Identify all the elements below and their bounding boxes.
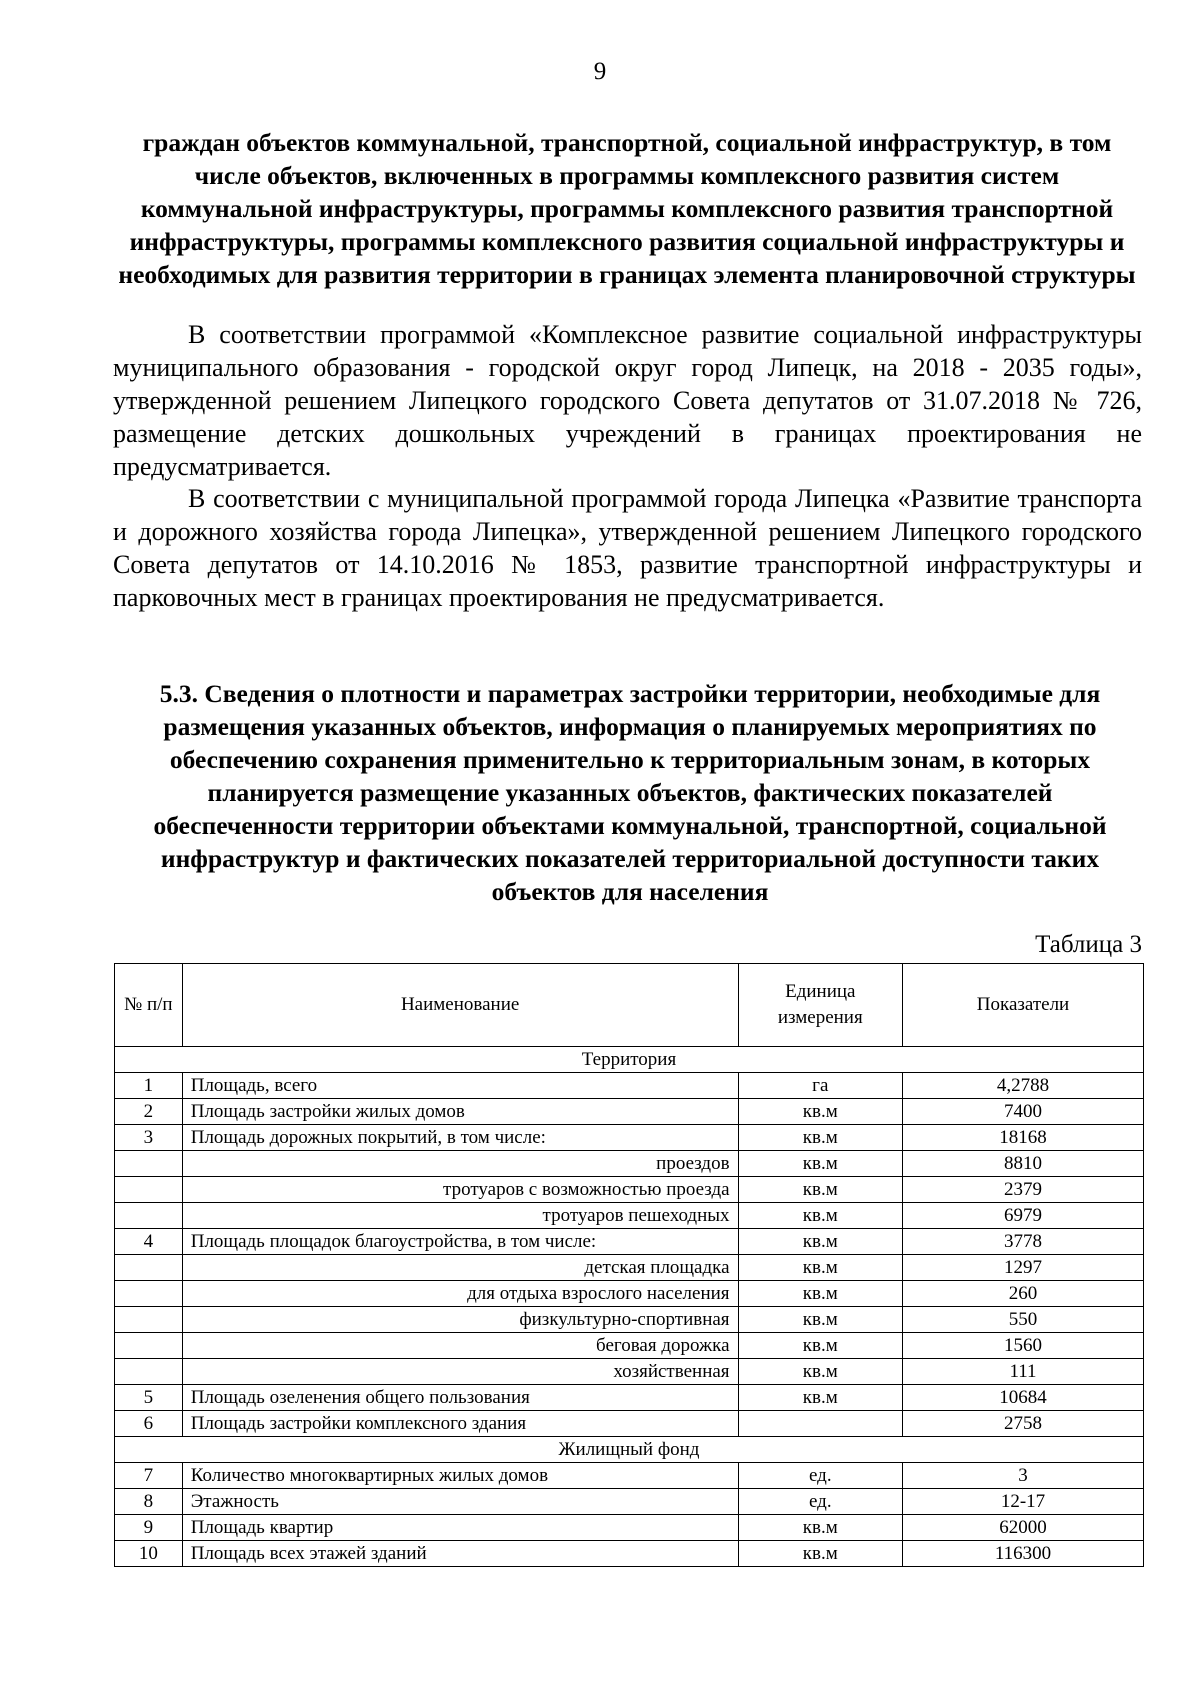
table-row bbox=[115, 1229, 1144, 1255]
row-num: 5 bbox=[115, 1385, 183, 1411]
table-header-row bbox=[115, 964, 1144, 1047]
table-section-row bbox=[115, 1437, 1144, 1463]
row-num bbox=[115, 1203, 183, 1229]
row-name: физкультурно-спортивная bbox=[182, 1307, 738, 1333]
row-value: 62000 bbox=[903, 1515, 1144, 1541]
header-value: Показатели bbox=[903, 964, 1144, 1047]
table-row bbox=[115, 1203, 1144, 1229]
row-name: Площадь озеленения общего пользования bbox=[182, 1385, 738, 1411]
row-name: Площадь, всего bbox=[182, 1073, 738, 1099]
table-row bbox=[115, 1333, 1144, 1359]
row-value: 260 bbox=[903, 1281, 1144, 1307]
row-value: 3 bbox=[903, 1463, 1144, 1489]
row-name: Площадь дорожных покрытий, в том числе: bbox=[182, 1125, 738, 1151]
row-value: 1560 bbox=[903, 1333, 1144, 1359]
row-num: 9 bbox=[115, 1515, 183, 1541]
row-value: 4,2788 bbox=[903, 1073, 1144, 1099]
row-num: 4 bbox=[115, 1229, 183, 1255]
section-heading-5-3: 5.3. Сведения о плотности и параметрах застройки территории, необходимые для размещения указанных объектов, информация о планируемых мероприятиях по обеспечению сохранения применительно к территориальным зонам, в которых планируется размещение указанных объектов, фактических показателей обеспеченности территории объектами коммунальной, транспортной, социальной инфраструктур и фактических показателей территориальной доступности таких объектов для населения bbox=[153, 679, 1107, 906]
row-name: проездов bbox=[182, 1151, 738, 1177]
row-unit: кв.м bbox=[738, 1541, 902, 1567]
row-num bbox=[115, 1151, 183, 1177]
row-name: Площадь всех этажей зданий bbox=[182, 1541, 738, 1567]
row-name: Площадь площадок благоустройства, в том числе: bbox=[182, 1229, 738, 1255]
row-unit: га bbox=[738, 1073, 902, 1099]
table-row bbox=[115, 1255, 1144, 1281]
row-name: хозяйственная bbox=[182, 1359, 738, 1385]
row-num: 2 bbox=[115, 1099, 183, 1125]
table-row bbox=[115, 1099, 1144, 1125]
row-num: 10 bbox=[115, 1541, 183, 1567]
row-unit bbox=[738, 1411, 902, 1437]
row-name: Количество многоквартирных жилых домов bbox=[182, 1463, 738, 1489]
row-num bbox=[115, 1307, 183, 1333]
row-num: 8 bbox=[115, 1489, 183, 1515]
page-number: 9 bbox=[593, 58, 607, 85]
row-value: 1297 bbox=[903, 1255, 1144, 1281]
row-unit: кв.м bbox=[738, 1125, 902, 1151]
paragraph-social-infrastructure: В соответствии программой «Комплексное развитие социальной инфраструктуры муниципального образования - городской округ город Липецк, на 2018 - 2035 годы», утвержденной решением Липецкого городского Совета депутатов от 31.07.2018 № 726, размещение детских дошкольных учреждений в границах проектирования не предусматривается. bbox=[113, 320, 1142, 481]
row-name: детская площадка bbox=[182, 1255, 738, 1281]
header-num: № п/п bbox=[115, 964, 183, 1047]
parameters-table bbox=[114, 963, 1144, 1567]
table-row bbox=[115, 1359, 1144, 1385]
table-row bbox=[115, 1463, 1144, 1489]
row-unit: ед. bbox=[738, 1463, 902, 1489]
row-unit: кв.м bbox=[738, 1203, 902, 1229]
paragraph-transport-infrastructure: В соответствии с муниципальной программой города Липецка «Развитие транспорта и дорожного хозяйства города Липецка», утвержденной решением Липецкого городского Совета депутатов от 14.10.2016 № 1853, развитие транспортной инфраструктуры и парковочных мест в границах проектирования не предусматривается. bbox=[113, 484, 1142, 612]
row-num: 3 bbox=[115, 1125, 183, 1151]
row-num bbox=[115, 1177, 183, 1203]
row-unit: кв.м bbox=[738, 1515, 902, 1541]
row-value: 2379 bbox=[903, 1177, 1144, 1203]
row-name: беговая дорожка bbox=[182, 1333, 738, 1359]
row-name: Площадь застройки комплексного здания bbox=[182, 1411, 738, 1437]
table-row bbox=[115, 1307, 1144, 1333]
row-value: 6979 bbox=[903, 1203, 1144, 1229]
table-row bbox=[115, 1177, 1144, 1203]
row-name: Этажность bbox=[182, 1489, 738, 1515]
table-row bbox=[115, 1515, 1144, 1541]
header-name: Наименование bbox=[182, 964, 738, 1047]
table-row bbox=[115, 1385, 1144, 1411]
row-name: тротуаров с возможностью проезда bbox=[182, 1177, 738, 1203]
row-value: 2758 bbox=[903, 1411, 1144, 1437]
row-name: тротуаров пешеходных bbox=[182, 1203, 738, 1229]
row-value: 8810 bbox=[903, 1151, 1144, 1177]
table-row bbox=[115, 1281, 1144, 1307]
section-heading-continued: граждан объектов коммунальной, транспортной, социальной инфраструктур, в том числе объектов, включенных в программы комплексного развития систем коммунальной инфраструктуры, программы комплексного развития транспортной инфраструктуры, программы комплексного развития социальной инфраструктуры и необходимых для развития территории в границах элемента планировочной структуры bbox=[118, 128, 1136, 289]
row-name: Площадь квартир bbox=[182, 1515, 738, 1541]
table-row bbox=[115, 1411, 1144, 1437]
table-row bbox=[115, 1073, 1144, 1099]
row-unit: кв.м bbox=[738, 1229, 902, 1255]
row-num bbox=[115, 1255, 183, 1281]
row-num bbox=[115, 1281, 183, 1307]
row-unit: кв.м bbox=[738, 1177, 902, 1203]
row-unit: кв.м bbox=[738, 1307, 902, 1333]
table-row bbox=[115, 1489, 1144, 1515]
row-unit: ед. bbox=[738, 1489, 902, 1515]
row-value: 12-17 bbox=[903, 1489, 1144, 1515]
section-title: Территория bbox=[115, 1047, 1144, 1073]
table-row bbox=[115, 1541, 1144, 1567]
row-unit: кв.м bbox=[738, 1281, 902, 1307]
row-num: 6 bbox=[115, 1411, 183, 1437]
table-row bbox=[115, 1125, 1144, 1151]
table-row bbox=[115, 1151, 1144, 1177]
row-name: для отдыха взрослого населения bbox=[182, 1281, 738, 1307]
header-unit: Единица измерения bbox=[738, 964, 902, 1047]
row-value: 111 bbox=[903, 1359, 1144, 1385]
row-unit: кв.м bbox=[738, 1333, 902, 1359]
section-title: Жилищный фонд bbox=[115, 1437, 1144, 1463]
row-value: 116300 bbox=[903, 1541, 1144, 1567]
row-unit: кв.м bbox=[738, 1385, 902, 1411]
row-num bbox=[115, 1333, 183, 1359]
row-value: 7400 bbox=[903, 1099, 1144, 1125]
row-num bbox=[115, 1359, 183, 1385]
row-value: 10684 bbox=[903, 1385, 1144, 1411]
row-unit: кв.м bbox=[738, 1255, 902, 1281]
row-unit: кв.м bbox=[738, 1151, 902, 1177]
row-unit: кв.м bbox=[738, 1359, 902, 1385]
row-name: Площадь застройки жилых домов bbox=[182, 1099, 738, 1125]
row-value: 18168 bbox=[903, 1125, 1144, 1151]
row-num: 1 bbox=[115, 1073, 183, 1099]
row-value: 3778 bbox=[903, 1229, 1144, 1255]
row-num: 7 bbox=[115, 1463, 183, 1489]
table-section-row bbox=[115, 1047, 1144, 1073]
row-value: 550 bbox=[903, 1307, 1144, 1333]
row-unit: кв.м bbox=[738, 1099, 902, 1125]
table-caption: Таблица 3 bbox=[1035, 931, 1142, 958]
